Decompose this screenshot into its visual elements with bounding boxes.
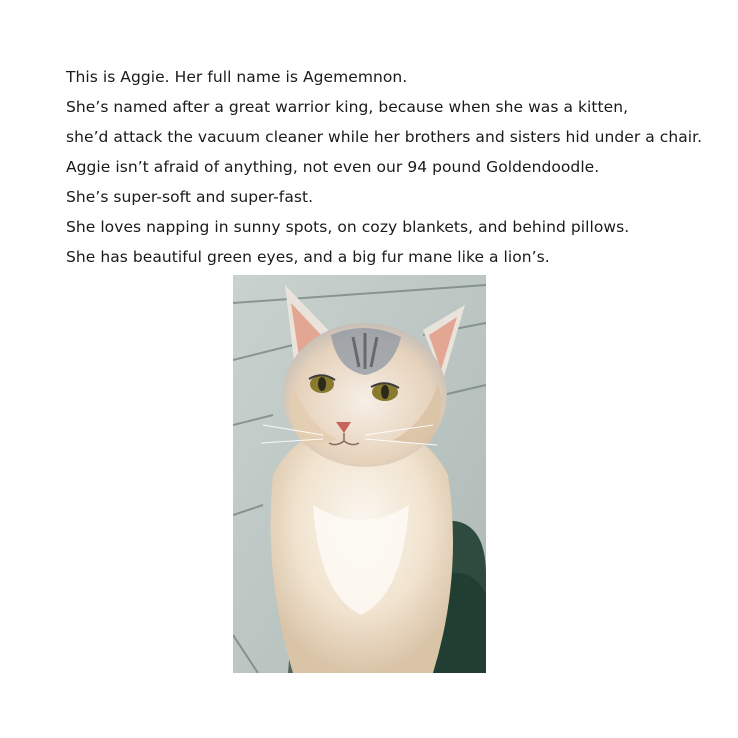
story-line: She has beautiful green eyes, and a big fur mane like a lion’s.	[66, 248, 550, 266]
story-line: Aggie isn’t afraid of anything, not even our 94 pound Goldendoodle.	[66, 158, 600, 176]
story-line: She loves napping in sunny spots, on cozy blankets, and behind pillows.	[66, 218, 630, 236]
story-line: She’s super-soft and super-fast.	[66, 188, 314, 206]
story-line: She’s named after a great warrior king, because when she was a kitten,	[66, 98, 629, 116]
story-text	[66, 62, 706, 272]
story-line: she’d attack the vacuum cleaner while her brothers and sisters hid under a chair.	[66, 128, 703, 146]
cat-illustration	[233, 275, 486, 673]
story-line: This is Aggie. Her full name is Agememnon.	[66, 68, 408, 86]
cat-photo	[233, 275, 486, 673]
